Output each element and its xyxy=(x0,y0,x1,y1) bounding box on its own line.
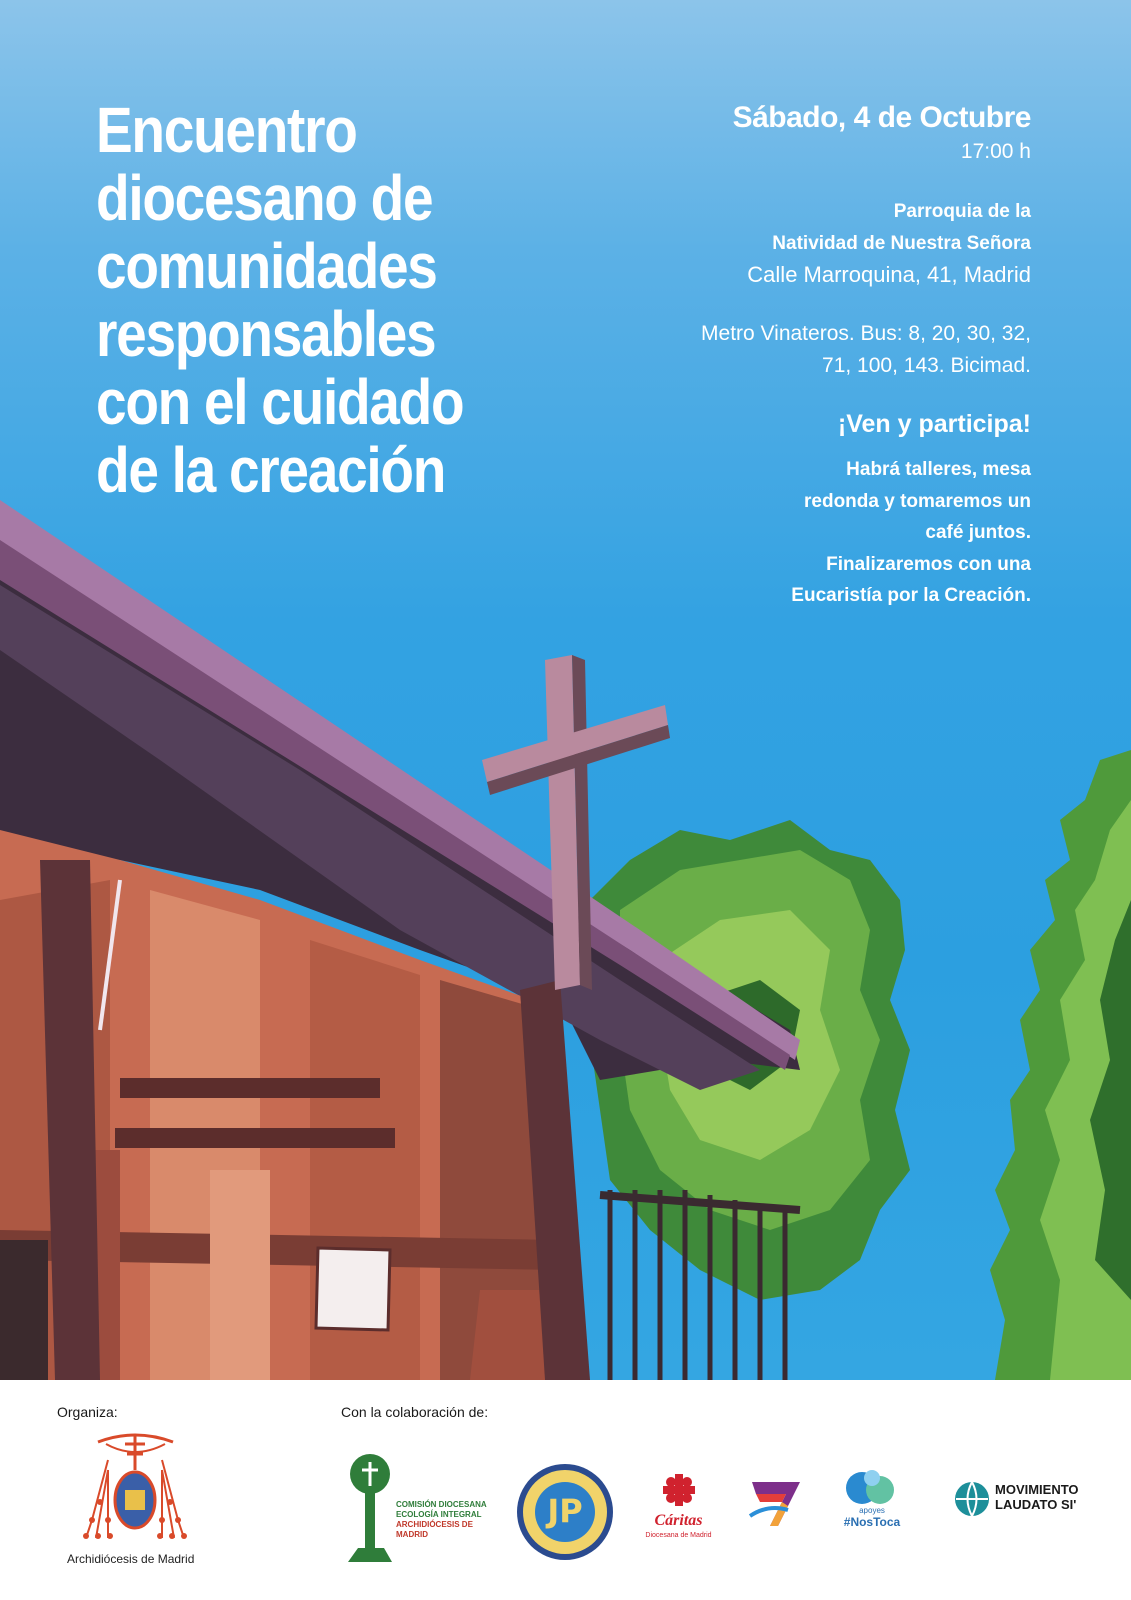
venue-address: Calle Marroquina, 41, Madrid xyxy=(747,262,1031,287)
globe-icon xyxy=(953,1480,991,1518)
laudato-line: MOVIMIENTO xyxy=(995,1482,1079,1497)
title-line: de la creación xyxy=(96,434,446,506)
event-time: 17:00 h xyxy=(960,140,1031,163)
jp-logo xyxy=(515,1462,615,1562)
transport-line: 71, 100, 143. Bicimad. xyxy=(822,354,1031,377)
transport-line: Metro Vinateros. Bus: 8, 20, 30, 32, xyxy=(701,322,1031,345)
organizer-caption: Archidiócesis de Madrid xyxy=(67,1552,195,1566)
ecologia-integral-logo xyxy=(340,1452,490,1572)
tree-figure-icon xyxy=(340,1452,400,1572)
ecologia-line: ARCHIDIÓCESIS DE MADRID xyxy=(396,1520,473,1539)
nostoca-top-text: apoyes xyxy=(859,1506,885,1515)
venue-name xyxy=(571,196,1031,260)
right-tree xyxy=(990,750,1131,1380)
laudato-line: LAUDATO SI' xyxy=(995,1497,1077,1512)
caritas-cross-icon xyxy=(661,1472,697,1508)
nostoca-logo xyxy=(832,1468,912,1538)
transport-info xyxy=(571,318,1031,382)
event-description xyxy=(571,454,1031,612)
title-line: diocesano de xyxy=(96,162,433,234)
footer xyxy=(0,1380,1131,1600)
caritas-subtext: Diocesana de Madrid xyxy=(645,1532,712,1539)
caritas-text: Cáritas xyxy=(654,1512,703,1529)
title-line: Encuentro xyxy=(96,94,357,166)
title-line: responsables xyxy=(96,298,436,370)
enlazate-logo xyxy=(748,1476,804,1532)
poster-title xyxy=(96,96,500,504)
event-date: Sábado, 4 de Octubre xyxy=(732,101,1031,134)
archdiocese-coat-of-arms-logo xyxy=(78,1430,193,1545)
venue-line: Parroquia de la xyxy=(893,201,1031,222)
nostoca-bubbles-icon xyxy=(842,1468,902,1510)
laudato-si-logo xyxy=(953,1478,1088,1522)
colorful-seven-icon xyxy=(748,1476,804,1532)
ecologia-line: ECOLOGÍA INTEGRAL xyxy=(396,1510,482,1519)
title-line: comunidades xyxy=(96,230,437,302)
description-line: Eucaristía por la Creación. xyxy=(791,585,1031,606)
jp-text: JP xyxy=(547,1492,583,1530)
colaboracion-label: Con la colaboración de: xyxy=(341,1404,489,1420)
nostoca-text: #NosToca xyxy=(843,1515,901,1529)
event-info xyxy=(571,100,1031,612)
title-line: con el cuidado xyxy=(96,366,464,438)
ecologia-line: COMISIÓN DIOCESANA xyxy=(396,1500,487,1509)
call-to-action: ¡Ven y participa! xyxy=(837,410,1031,438)
organiza-label: Organiza: xyxy=(57,1404,118,1420)
description-line: Habrá talleres, mesa xyxy=(846,459,1031,480)
description-line: café juntos. xyxy=(925,522,1031,543)
description-line: redonda y tomaremos un xyxy=(804,490,1031,512)
venue-line: Natividad de Nuestra Señora xyxy=(772,233,1031,254)
caritas-logo xyxy=(636,1472,721,1552)
description-line: Finalizaremos con una xyxy=(826,553,1031,575)
